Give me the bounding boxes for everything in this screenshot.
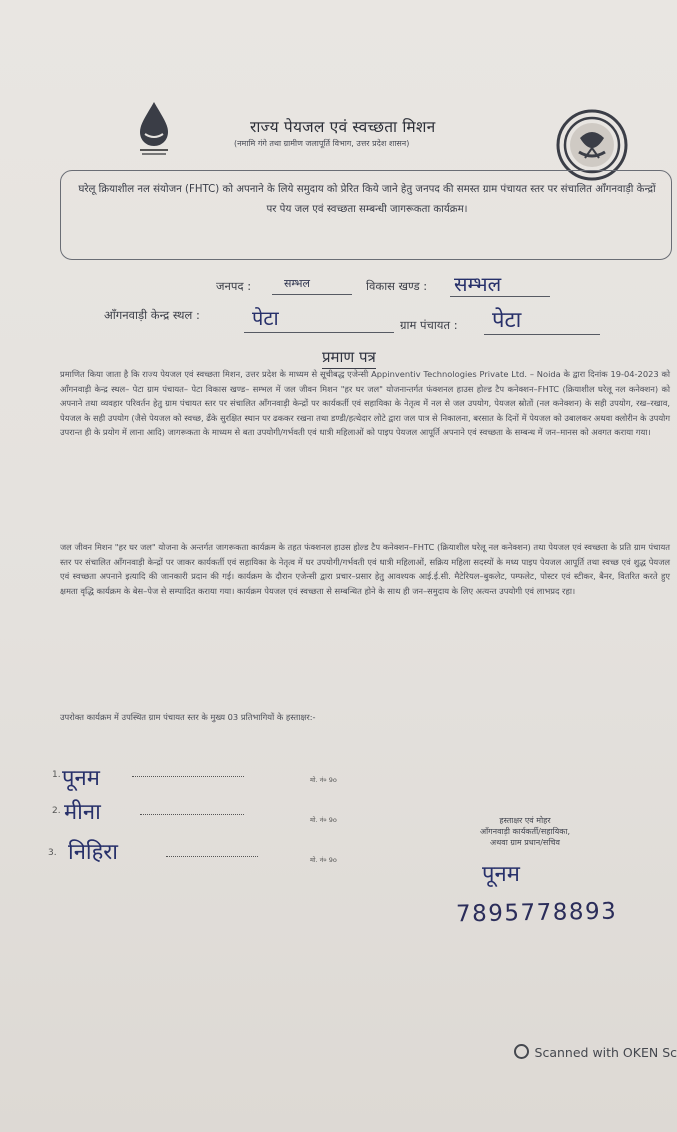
mission-title: राज्य पेयजल एवं स्वच्छता मिशन (250, 118, 436, 136)
gram-panchayat-label: ग्राम पंचायत : (400, 318, 458, 332)
gram-panchayat-value: पेटा (492, 308, 522, 333)
janpad-field (272, 274, 352, 295)
signatory-line-3: अथवा ग्राम प्रधान/सचिव (490, 838, 560, 847)
participant-row-1: 1. पूनम (44, 762, 244, 788)
participant-signature: मीना (64, 800, 101, 825)
signatory-signature: पूनम (482, 862, 520, 887)
program-banner-text: घरेलू क्रियाशील नल संयोजन (FHTC) को अपनाने के लिये समुदाय को प्रेरित किये जाने हेतु जनपद की समस्त ग्राम पंचायत स्तर पर संचालित आँगनवाड़ी केन्द्रों पर पेय जल एवं स्वच्छता सम्बन्धी जागरूकता कार्यक्रम। (78, 184, 656, 215)
department-subtitle: (नमामि गंगे तथा ग्रामीण जलापूर्ति विभाग, उत्तर प्रदेश शासन) (234, 139, 410, 148)
mobile-label-3: मो. नं० 9o (310, 856, 337, 864)
participant-row-3: 3. निहिरा (44, 836, 244, 866)
signatory-phone: 7895778893 (455, 898, 618, 928)
scanner-watermark (514, 1044, 677, 1060)
janpad-value: सम्भल (284, 277, 310, 290)
vikas-khand-label: विकास खण्ड : (366, 279, 428, 293)
signatory-line-2: आँगनवाड़ी कार्यकर्ती/सहायिका, (479, 827, 571, 836)
mobile-label-1: मो. नं० 9o (310, 776, 337, 784)
anganwadi-kendra-value: पेटा (252, 306, 279, 330)
signature-line (166, 856, 258, 857)
signatory-line-1: हस्ताक्षर एवं मोहर (499, 816, 551, 825)
participant-signature: निहिरा (68, 840, 118, 865)
participants-intro: उपरोक्त कार्यक्रम में उपस्थित ग्राम पंचायत स्तर के मुख्य 03 प्रतिभागियों के हस्ताक्षर:- (60, 712, 316, 722)
vikas-khand-value: सम्भल (454, 272, 502, 296)
certificate-paragraph-2: जल जीवन मिशन "हर घर जल" योजना के अन्तर्गत जागरूकता कार्यक्रम के तहत फंक्शनल हाउस होल्ड टैप कनेक्शन–FHTC (क्रियाशील घरेलू नल कनेक्शन) तथा पेयजल एवं स्वच्छता के प्रति ग्राम पंचायत स्तर पर संचालित आँगनवाड़ी केन्द्रों पर जाकर कार्यकर्ती एवं सहायिका के नेतृत्व में घर उपयोगी/गर्भवती एवं धात्री महिलाओं, सक्रिय महिला सदस्यों के मध्य पाइप पेयजल आपूर्ति तथा स्वच्छ एवं शुद्ध पेयजल एवं स्वच्छता अपनाने इत्यादि की जानकारी प्रदान की गई। कार्यक्रम के दौरान एजेन्सी द्वारा प्रचार–प्रसार हेतु आवश्यक आई.ई.सी. मैटेरियल–बुकलेट, पम्फलेट, पोस्टर एवं स्टीकर, बैनर, वितरित करते हुए क्षमता वृद्धि कार्यक्रम के बेस–पेज से सम्पादित कराया गया। कार्यक्रम पेयजल एवं स्वच्छता से सम्बन्धित होने के साथ ही जन–समुदाय के लिए अत्यन्त उपयोगी एवं लाभप्रद रहा। (60, 542, 670, 596)
participant-signature: पूनम (62, 766, 100, 791)
gram-panchayat-field (484, 304, 600, 335)
janpad-label: जनपद : (216, 279, 252, 293)
signature-line (132, 776, 244, 777)
signature-line (140, 814, 244, 815)
signatory-block (440, 815, 610, 848)
certificate-paragraph-1: प्रमाणित किया जाता है कि राज्य पेयजल एवं स्वच्छता मिशन, उत्तर प्रदेश के माध्यम से सूचीबद्ध एजेन्सी Appinventiv Technologies Private Ltd. – Noida के द्वारा दिनांक 19-04-2023 को आँगनवाड़ी केन्द्र स्थल– पेटा ग्राम पंचायत– पेटा विकास खण्ड– सम्भल में जल जीवन मिशन "हर घर जल" योजनान्तर्गत फंक्शनल हाउस होल्ड टैप कनेक्शन–FHTC (क्रियाशील घरेलू नल कनेक्शन) को अपनाने तथा व्यवहार परिवर्तन हेतु ग्राम पंचायत स्तर पर संचालित आँगनवाड़ी केन्द्रों पर कार्यकर्ती एवं सहायिका के नेतृत्व में नल से जल उपयोग, पेयजल स्रोतों (नल कनेक्शन) के सही उपयोग, रख–रखाव, पेयजल के सही उपयोग (जैसे पेयजल को स्वच्छ, ढँके सुरक्षित स्थान पर ढककर रखना तथा डण्डी/हत्थेदार लोटे द्वारा जल पात्र से निकालना, बरसात के दिनों में पेयजल को उबालकर अथवा क्लोरीन के उपयोग उपरान्त ही के प्रयोग में लाना आदि) जागरूकता के माध्यम से बता उपयोगी/गर्भवती एवं धात्री महिलाओं को पाइप पेयजल आपूर्ति अपनाने एवं स्वच्छता के सम्बन्ध में जन–मानस को अवगत कराया गया। (60, 369, 670, 438)
participant-row-2: 2. मीना (44, 796, 244, 824)
anganwadi-kendra-label: आँगनवाड़ी केन्द्र स्थल : (104, 308, 200, 322)
anganwadi-kendra-field (244, 304, 394, 333)
mobile-label-2: मो. नं० 9o (310, 816, 337, 824)
water-mission-logo-icon (128, 100, 180, 160)
scanner-logo-icon (514, 1044, 529, 1059)
certificate-heading: प्रमाण पत्र (322, 347, 376, 369)
scanner-text: Scanned with OKEN Sc (534, 1045, 677, 1060)
vikas-khand-field (450, 270, 550, 297)
